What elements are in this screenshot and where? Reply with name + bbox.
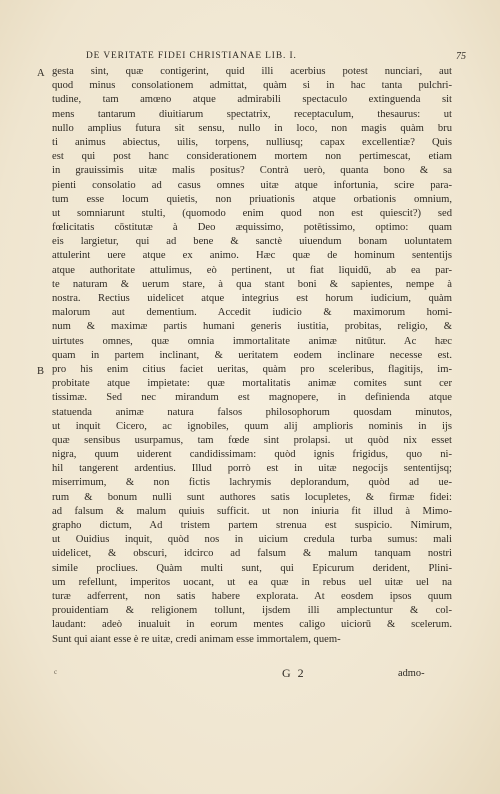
text-line: uidelicet, & obscuri, idcirco ad falsum & malum tanquam nostri — [52, 548, 452, 560]
text-line: pro his enim citius faciet ueritas, quàm pro sceleribus, flagitijs, im- — [52, 363, 452, 375]
text-line: laudant: adeò inualuit in eorum mentes caligo uiciorū & scelerum. — [52, 619, 452, 631]
text-line: num & maximæ partis humani generis iustitia, probitas, religio, & — [52, 321, 452, 333]
ink-mark: c — [54, 668, 58, 676]
text-line: est qui post hanc considerationem mortem non pertimescat, etiam — [52, 151, 452, 163]
text-line: quod minus consolationem admittat, quàm si in hac tanta pulchri- — [52, 80, 452, 92]
body-text — [52, 65, 452, 647]
running-header — [86, 51, 466, 65]
text-line: mens tantarum diuitiarum spectatrix, receptaculum, thesaurus: ut — [52, 108, 452, 120]
catchword: admo- — [398, 668, 425, 679]
text-line: in grauissimis uitæ malis positus? Contrà uerò, quanta bono & sa — [52, 165, 452, 177]
text-line: Sunt qui aiant esse è re uitæ, credi animam esse immortalem, quem- — [52, 633, 341, 645]
text-line: uirtutes omnes, quæ omnia immortalitate animæ nitūtur. Ac hæc — [52, 335, 452, 347]
text-line: malorum aut dementium. Accedit iudicio & maximorum homi- — [52, 307, 452, 319]
folio-number: 75 — [456, 51, 466, 62]
text-line: nostra. Rectius uidelicet atque integrius est horum iudicium, quàm — [52, 293, 452, 304]
text-line: prouidentiam & religionem tollunt, ijsdem illi amplectuntur & col- — [52, 605, 452, 617]
margin-letter-b: B — [37, 366, 45, 377]
text-line: um refellunt, imperitos uocant, ut ea quæ in rebus uel uitæ uel na — [52, 576, 452, 588]
text-line: miserrimum, & non fictis lachrymis deplorandum, quòd ad ue- — [52, 477, 452, 489]
text-line: simile procliues. Quàm multi sunt, qui Epicurum derident, Plini- — [52, 562, 452, 574]
text-line: quam in partem inclinant, & ueritatem eodem inclinare necesse est. — [52, 349, 452, 361]
text-line: nullo amplius futura sit sensu, nullo in loco, non magis quàm bru — [52, 122, 452, 134]
text-line: eis largietur, qui ad bene & sanctè uiuendum bonam uoluntatem — [52, 236, 452, 248]
text-line: ut Ouidius inquit, quòd nos in uicium credula turba sumus: mali — [52, 534, 452, 546]
text-line: nigra, quum uiderent candidissimam: quòd ignis frigidus, quo ni- — [52, 449, 452, 461]
text-line: ti animus abiectus, uilis, torpens, nulliusq; capax excellentiæ? Quis — [52, 136, 452, 148]
text-line: grapho dictum, Ad tristem partem strenua est suspicio. Nimirum, — [52, 520, 452, 531]
text-line: tudine, tam amœno atque admirabili spectaculo extinguenda sit — [52, 94, 452, 106]
text-line: te naturam & uerum stare, à qua stant boni & sapientes, nempe à — [52, 278, 452, 290]
text-line: tum esse locum quietis, non priuationis atque orbationis omnium, — [52, 193, 452, 205]
text-line: ut inquit Cicero, ac ignobiles, quum alij amplioris nominis in ijs — [52, 420, 452, 432]
text-line: quæ sensibus usurpamus, tam fœde sint prolapsi. ut quòd nix esset — [52, 434, 452, 446]
text-line: hil tangerent ardentius. Illud porrò est in uitæ negocijs sententijsq; — [52, 463, 452, 475]
text-line: turæ adferrent, non satis habere explorata. At eosdem ipsos quum — [52, 590, 452, 602]
text-line: pienti consolatio ad casus omnes uitæ atque infortunia, scire para- — [52, 179, 452, 191]
text-line: statuenda animæ natura falsos philosophorum quosdam minutos, — [52, 406, 452, 418]
text-line: atque authoritate attulimus, eò pertinent, ut fiat liquidū, ab ea par- — [52, 264, 452, 276]
running-title: DE VERITATE FIDEI CHRISTIANAE LIB. I. — [86, 51, 297, 61]
text-line: attulerint uere atque ex animo. Hæc quæ de hominum sententijs — [52, 250, 452, 262]
text-line: tissimæ. Sed nec mirandum est magnopere, in definienda atque — [52, 392, 452, 404]
margin-letter-a: A — [37, 68, 45, 79]
text-line: fœlicitatis cōstitutæ à Deo æquissimo, potētissimo, optimo: quam — [52, 222, 452, 234]
text-line: gesta sint, quæ contigerint, quid illi acerbius potest nunciari, aut — [52, 66, 452, 77]
text-line: probitate atque impietate: quæ mortalitatis animæ comites sunt cer — [52, 378, 452, 390]
text-line: ut somniarunt stulti, (quomodo enim quod non est quiescit?) sed — [52, 207, 452, 219]
signature-mark: G 2 — [282, 666, 306, 680]
text-line: rum & bonum nulli sunt authores satis locupletes, & firmæ fidei: — [52, 491, 452, 503]
text-line: ad falsum & malum quiuis sufficit. ut non iniuria fit illud à Mimo- — [52, 505, 452, 517]
